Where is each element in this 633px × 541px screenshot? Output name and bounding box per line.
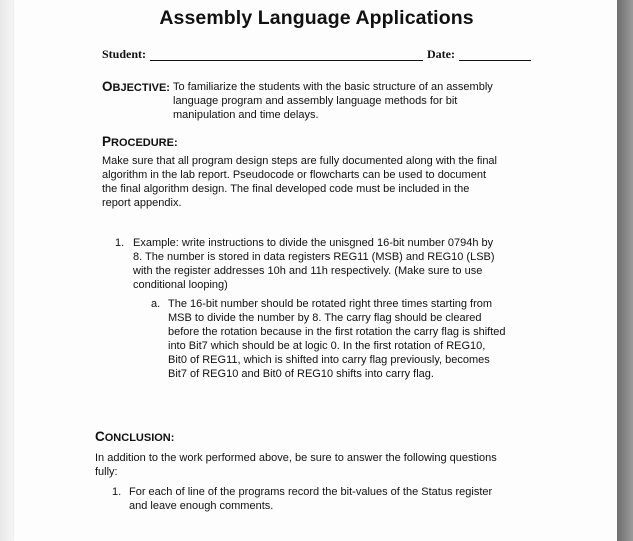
- procedure-heading-initial: P: [102, 134, 112, 149]
- date-label: Date:: [427, 47, 455, 61]
- conclusion-line: In addition to the work performed above, be sure to answer the following questions: [95, 452, 497, 464]
- objective-heading-initial: O: [102, 79, 113, 94]
- item-1a-line: The 16-bit number should be rotated right three times starting from: [168, 298, 493, 310]
- procedure-line: Make sure that all program design steps are fully documented along with the final: [102, 155, 497, 167]
- conclusion-heading: [95, 429, 174, 444]
- item-1-number: 1.: [115, 237, 125, 249]
- item-1a-line: Bit7 of REG10 and Bit0 of REG10 shifts into carry flag.: [168, 368, 434, 380]
- item-1a-line: Bit0 of REG11, which is shifted into carry flag previously, becomes: [168, 354, 490, 366]
- conclusion-heading-rest: ONCLUSION:: [104, 432, 175, 444]
- document-title: Assembly Language Applications: [159, 7, 474, 29]
- item-1-line: Example: write instructions to divide the unisgned 16-bit number 0794h by: [133, 237, 494, 249]
- objective-heading: [102, 79, 170, 94]
- item-1-line: conditional looping): [133, 279, 228, 291]
- item-1-line: 8. The number is stored in data registers REG11 (MSB) and REG10 (LSB): [133, 251, 495, 263]
- procedure-heading-rest: ROCEDURE:: [111, 137, 178, 149]
- date-line[interactable]: [459, 60, 531, 61]
- conclusion-line: fully:: [95, 466, 118, 478]
- procedure-line: algorithm in the lab report. Pseudocode or flowcharts can be used to document: [102, 169, 487, 181]
- item-1a-line: into Bit7 which should be at logic 0. In the first rotation of REG10,: [168, 340, 486, 352]
- conclusion-heading-initial: C: [95, 429, 105, 444]
- objective-line-2: language program and assembly language methods for bit: [173, 95, 458, 107]
- conclusion-item-1-line: and leave enough comments.: [129, 500, 274, 512]
- conclusion-item-1-number: 1.: [112, 486, 122, 498]
- conclusion-item-1-line: For each of line of the programs record the bit-values of the Status register: [129, 486, 493, 498]
- procedure-heading: [102, 134, 178, 149]
- item-1-line: with the register addresses 10h and 11h respectively. (Make sure to use: [133, 265, 483, 277]
- student-name-line[interactable]: [150, 60, 423, 61]
- procedure-line: the final algorithm design. The final developed code must be included in the: [102, 183, 470, 195]
- item-1a-line: MSB to divide the number by 8. The carry flag should be cleared: [168, 312, 482, 324]
- item-1a-letter: a.: [151, 298, 161, 310]
- procedure-line: report appendix.: [102, 197, 182, 209]
- student-label: Student:: [102, 47, 147, 61]
- item-1a-line: before the rotation because in the first rotation the carry flag is shifted: [168, 326, 506, 338]
- objective-heading-rest: BJECTIVE:: [112, 82, 170, 94]
- page-right-edge: [617, 0, 633, 541]
- objective-line-3: manipulation and time delays.: [173, 109, 319, 121]
- objective-line-1: To familiarize the students with the basic structure of an assembly: [173, 81, 493, 93]
